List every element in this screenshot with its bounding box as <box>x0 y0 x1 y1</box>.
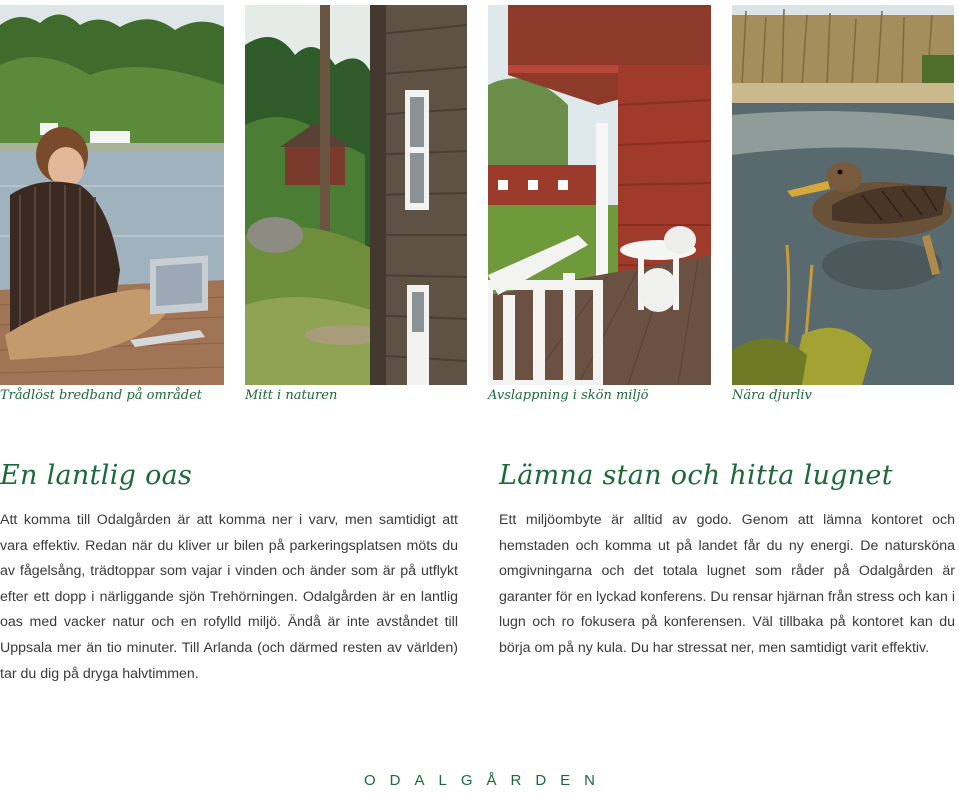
photo-veranda <box>488 5 711 385</box>
left-heading: En lantlig oas <box>0 460 193 491</box>
photo-caption-broadband: Trådlöst bredband på området <box>0 388 202 403</box>
photo-forest-and-house <box>245 5 467 385</box>
photo-man-with-laptop <box>0 5 224 385</box>
right-body-text: Ett miljöombyte är alltid av godo. Genom att lämna kontoret och hemstaden och komma ut på landet får du ny energi. De natursköna omgivningarna och det totala lugnet som råder på Odalgården är garanter för en lyckad konferens. Du rensar hjärnan från stress och kan i lugn och ro fokusera på konferensen. Väl tillbaka på kontoret kan du börja om på ny kula. Du har stressat ner, men samtidigt varit effektiv. <box>499 512 955 656</box>
photo-duck <box>732 5 954 385</box>
footer-brand: ODALGÅRDEN <box>363 772 610 789</box>
photo-caption-wildlife: Nära djurliv <box>732 388 812 403</box>
photo-caption-nature: Mitt i naturen <box>245 388 338 403</box>
photo-caption-relaxation: Avslappning i skön miljö <box>488 388 649 403</box>
right-heading: Lämna stan och hitta lugnet <box>499 460 893 491</box>
left-body-text: Att komma till Odalgården är att komma ner i varv, men samtidigt att vara effektiv. Redan när du kliver ur bilen på parkeringsplatsen möts du av fågelsång, trädtoppar som vajar i vinden och änder som är på utflykt efter ett dopp i närliggande sjön Trehörningen. Odalgården är en lantlig oas med vacker natur och en rofylld miljö. Ändå är inte avståndet till Uppsala mer än tio minuter. Till Arlanda (och därmed resten av världen) tar du dig på dryga halvtimmen. <box>0 512 458 682</box>
